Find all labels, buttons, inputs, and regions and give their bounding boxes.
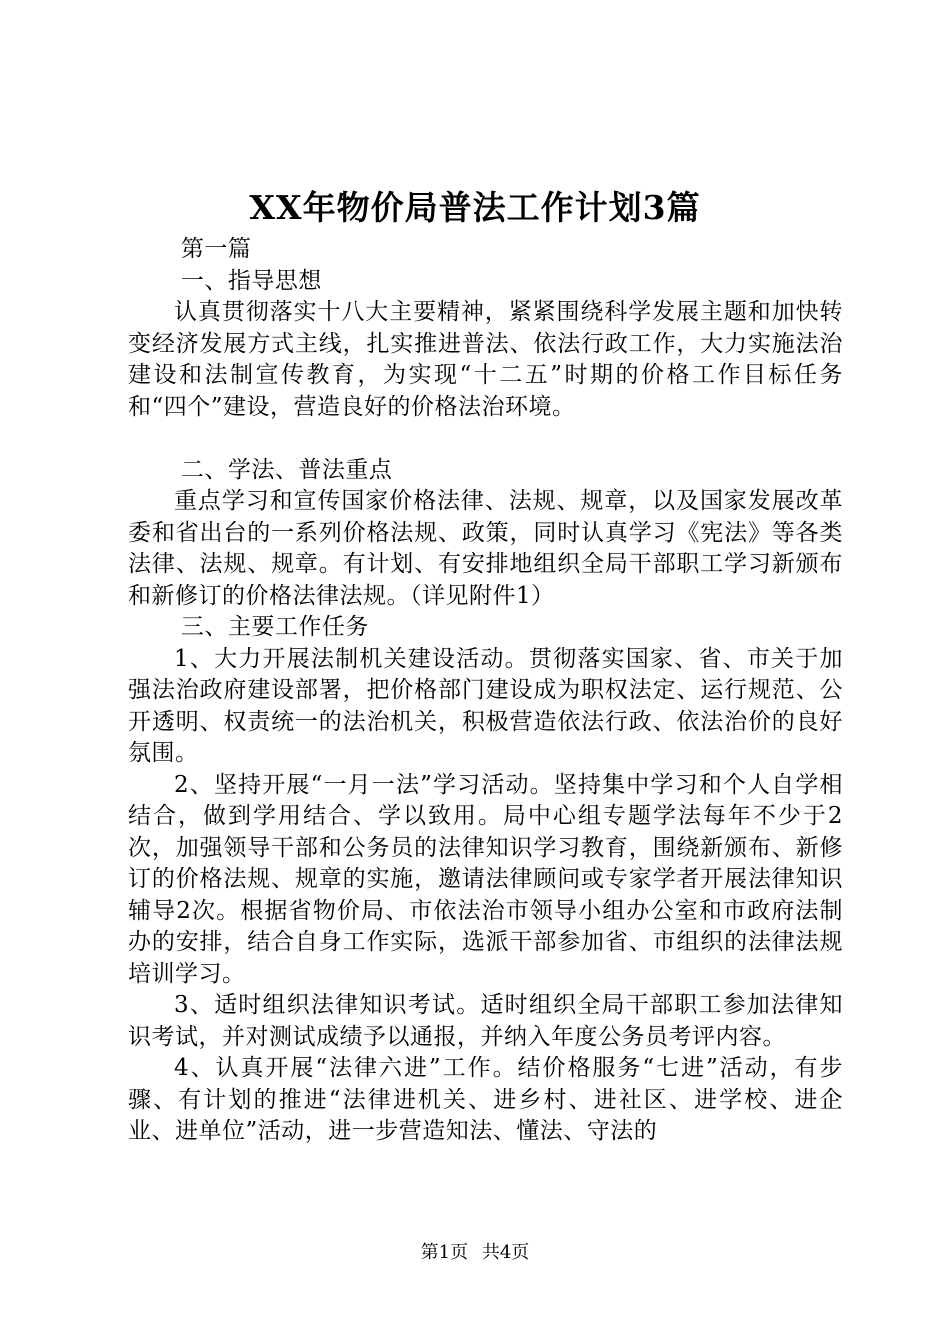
paragraph-guiding-thought: 认真贯彻落实十八大主要精神，紧紧围绕科学发展主题和加快转变经济发展方式主线，扎实推进普法、依法行政工作，大力实施法治建设和法制宣传教育，为实现“十二五”时期的价格工作目标任务和“四个”建设，营造良好的价格法治环境。 — [128, 299, 843, 420]
paragraph-law-study-focus: 重点学习和宣传国家价格法律、法规、规章，以及国家发展改革委和省出台的一系列价格法规、政策，同时认真学习《宪法》等各类法律、法规、规章。有计划、有安排地组织全局干部职工学习新颁布和新修订的价格法律法规。（详见附件1） — [128, 488, 843, 609]
paragraph-task-4: 4、认真开展“法律六进”工作。结价格服务“七进”活动，有步骤、有计划的推进“法律进机关、进乡村、进社区、进学校、进企业、进单位”活动，进一步营造知法、懂法、守法的 — [128, 1055, 843, 1144]
page-number-total: 共4页 — [481, 1242, 530, 1263]
paragraph-task-3: 3、适时组织法律知识考试。适时组织全局干部职工参加法律知识考试，并对测试成绩予以通报，并纳入年度公务员考评内容。 — [128, 992, 843, 1050]
paragraph-task-2: 2、坚持开展“一月一法”学习活动。坚持集中学习和个人自学相结合，做到学用结合、学以致用。局中心组专题学法每年不少于2次，加强领导干部和公务员的法律知识学习教育，围绕新颁布、新修订的价格法规、规章的实施，邀请法律顾问或专家学者开展法律知识辅导2次。根据省物价局、市依法治市领导小组办公室和市政府法制办的安排，结合自身工作实际，选派干部参加省、市组织的法律法规培训学习。 — [128, 771, 843, 987]
paragraph-task-1: 1、大力开展法制机关建设活动。贯彻落实国家、省、市关于加强法治政府建设部署，把价格部门建设成为职权法定、运行规范、公开透明、权责统一的法治机关，积极营造依法行政、依法治价的良好氛围。 — [128, 645, 843, 766]
heading-law-study-focus: 二、学法、普法重点 — [180, 456, 393, 483]
page-footer — [0, 1240, 950, 1266]
document-title: XX年物价局普法工作计划3篇 — [249, 188, 701, 227]
page-number-current: 第1页 — [420, 1242, 469, 1263]
heading-guiding-thought: 一、指导思想 — [180, 267, 322, 294]
section-label: 第一篇 — [180, 236, 252, 262]
document-body — [128, 234, 843, 1148]
heading-main-tasks: 三、主要工作任务 — [180, 614, 369, 640]
